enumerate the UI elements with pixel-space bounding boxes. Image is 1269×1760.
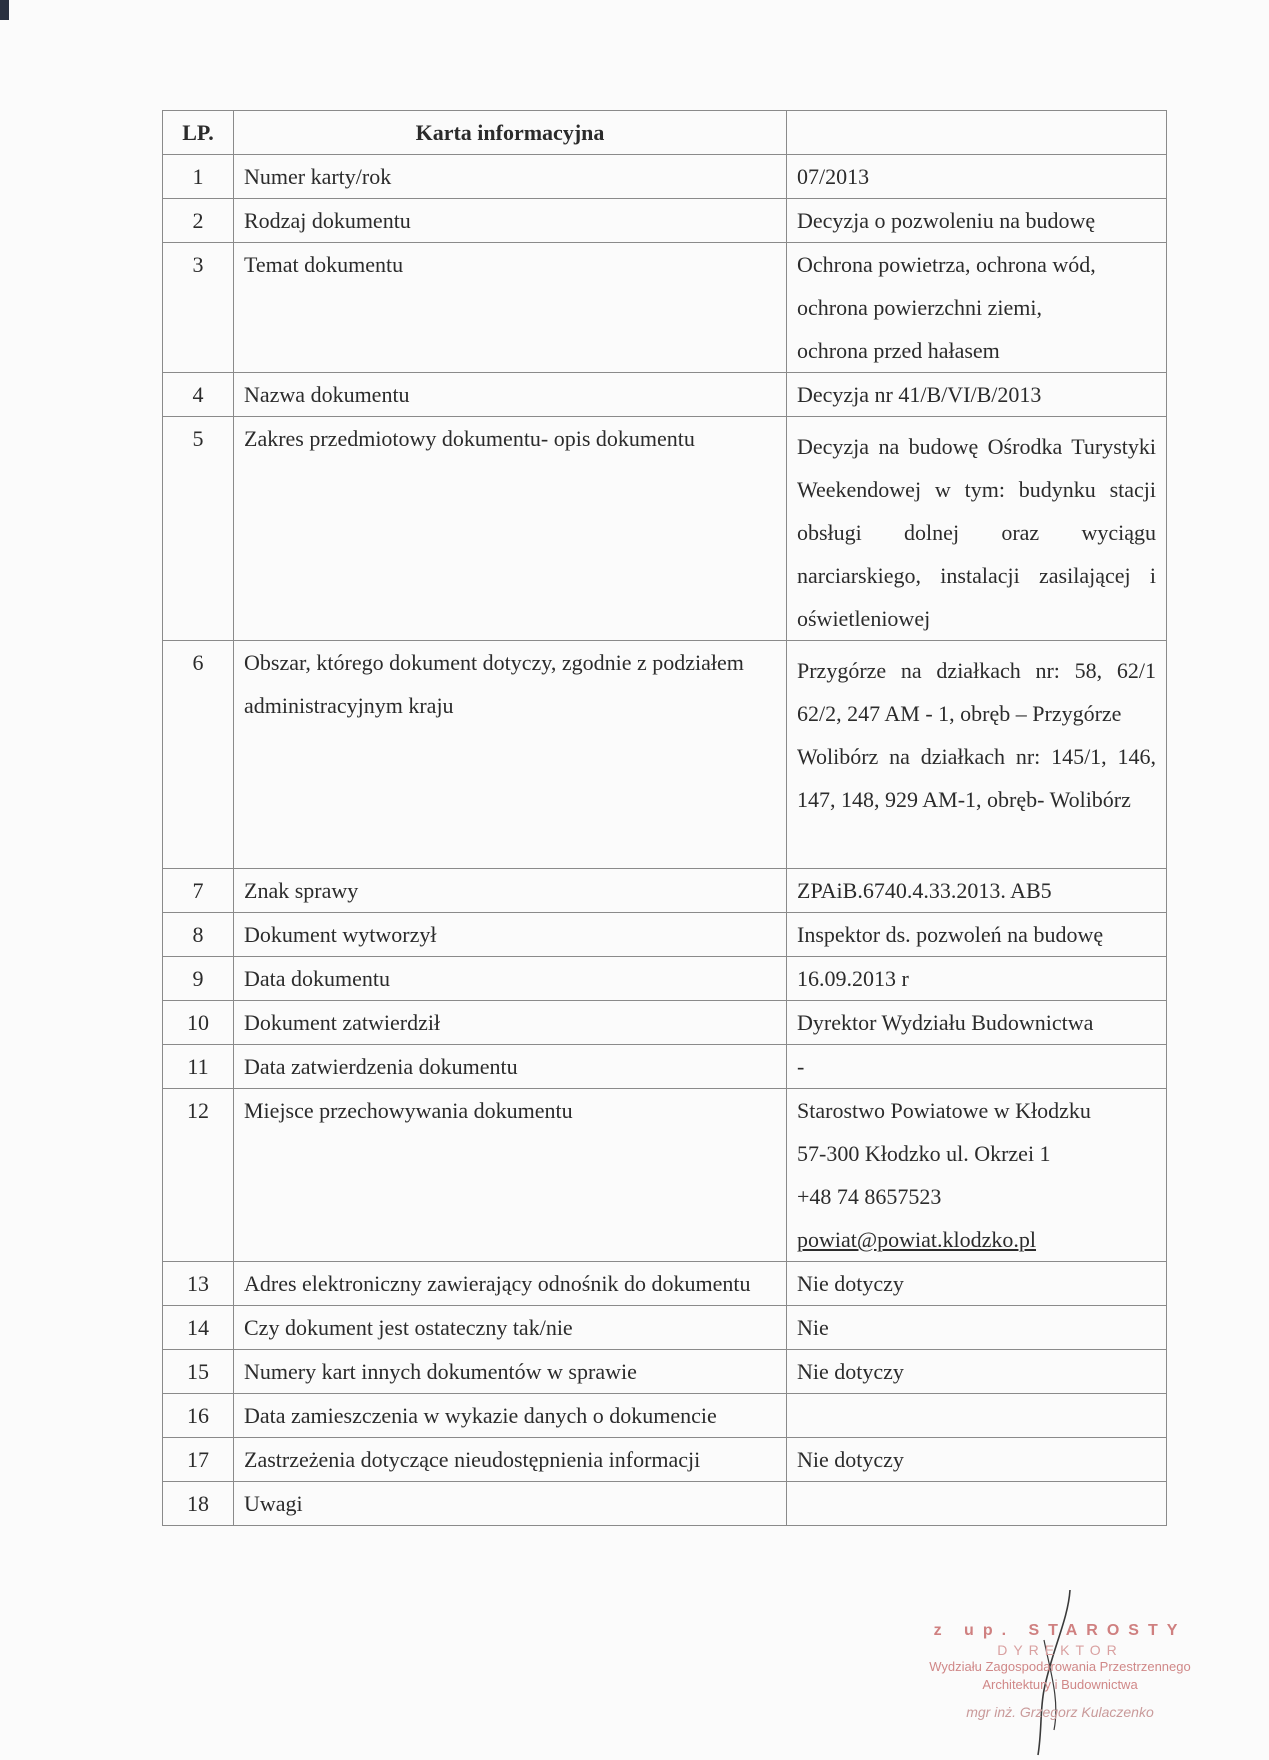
row-label: Nazwa dokumentu [234, 373, 787, 417]
row-number: 7 [163, 869, 234, 913]
stamp-role: DYREKTOR [997, 1642, 1123, 1658]
table-row [163, 243, 1167, 373]
table-row [163, 199, 1167, 243]
row-value [787, 1394, 1167, 1438]
row-value-line: - [797, 1054, 805, 1079]
information-card-table [162, 110, 1167, 1526]
row-value-line: 16.09.2013 r [797, 966, 909, 991]
table-header-row [163, 111, 1167, 155]
row-number: 2 [163, 199, 234, 243]
row-label: Czy dokument jest ostateczny tak/nie [234, 1306, 787, 1350]
stamp-department: Wydziału Zagospodarowania Przestrzennego [929, 1659, 1191, 1674]
row-number: 3 [163, 243, 234, 373]
row-label: Data dokumentu [234, 957, 787, 1001]
row-value-line: Nie dotyczy [797, 1271, 904, 1296]
row-value [787, 1350, 1167, 1394]
row-value-line: Przygórze na działkach nr: 58, 62/1 62/2, 247 AM - 1, obręb – Przygórze [797, 658, 1156, 726]
scan-edge [0, 0, 9, 20]
row-label: Obszar, którego dokument dotyczy, zgodnie z podziałem administracyjnym kraju [234, 641, 787, 869]
row-label: Numer karty/rok [234, 155, 787, 199]
row-number: 16 [163, 1394, 234, 1438]
row-label: Dokument wytworzył [234, 913, 787, 957]
table-row [163, 1045, 1167, 1089]
row-label: Temat dokumentu [234, 243, 787, 373]
row-label: Adres elektroniczny zawierający odnośnik do dokumentu [234, 1262, 787, 1306]
table-row [163, 957, 1167, 1001]
row-value [787, 155, 1167, 199]
row-value-line: ochrona przed hałasem [797, 338, 1000, 363]
stamp-signatory: mgr inż. Grzegorz Kulaczenko [966, 1704, 1154, 1720]
row-label: Znak sprawy [234, 869, 787, 913]
row-label: Data zamieszczenia w wykazie danych o dokumencie [234, 1394, 787, 1438]
email-link[interactable]: powiat@powiat.klodzko.pl [797, 1227, 1037, 1252]
row-value-line: Decyzja nr 41/B/VI/B/2013 [797, 382, 1042, 407]
row-value: Decyzja na budowę Ośrodka Turystyki Weekendowej w tym: budynku stacji obsługi dolnej oraz wyciągu narciarskiego, instalacji zasilającej i oświetleniowej [787, 417, 1167, 641]
row-value [787, 913, 1167, 957]
table-row [163, 155, 1167, 199]
table-row [163, 1001, 1167, 1045]
stamp-department-2: Architektury i Budownictwa [982, 1677, 1138, 1692]
table-row [163, 1438, 1167, 1482]
row-value-line: +48 74 8657523 [797, 1184, 942, 1209]
row-label: Zastrzeżenia dotyczące nieudostępnienia informacji [234, 1438, 787, 1482]
row-number: 17 [163, 1438, 234, 1482]
row-label: Rodzaj dokumentu [234, 199, 787, 243]
header-title: Karta informacyjna [234, 111, 787, 155]
row-value-line: ochrona powierzchni ziemi, [797, 295, 1042, 320]
row-value-line: Nie [797, 1315, 829, 1340]
row-value [787, 1438, 1167, 1482]
row-value [787, 373, 1167, 417]
row-value-line: Decyzja o pozwoleniu na budowę [797, 208, 1096, 233]
row-label: Dokument zatwierdził [234, 1001, 787, 1045]
table-row [163, 1350, 1167, 1394]
row-number: 13 [163, 1262, 234, 1306]
row-value [787, 1306, 1167, 1350]
row-number: 8 [163, 913, 234, 957]
row-value-line: 57-300 Kłodzko ul. Okrzei 1 [797, 1141, 1051, 1166]
row-number: 6 [163, 641, 234, 869]
row-value [787, 1001, 1167, 1045]
row-value [787, 957, 1167, 1001]
row-value [787, 1089, 1167, 1262]
row-value [787, 1262, 1167, 1306]
table-row [163, 373, 1167, 417]
row-label: Numery kart innych dokumentów w sprawie [234, 1350, 787, 1394]
row-value [787, 199, 1167, 243]
table-row [163, 1482, 1167, 1526]
row-number: 5 [163, 417, 234, 641]
row-value [787, 1045, 1167, 1089]
row-label: Miejsce przechowywania dokumentu [234, 1089, 787, 1262]
table-row [163, 1306, 1167, 1350]
row-label: Data zatwierdzenia dokumentu [234, 1045, 787, 1089]
table-row [163, 1394, 1167, 1438]
row-value-line: Nie dotyczy [797, 1447, 904, 1472]
row-number: 11 [163, 1045, 234, 1089]
row-value-line: ZPAiB.6740.4.33.2013. AB5 [797, 878, 1052, 903]
row-value [787, 1482, 1167, 1526]
row-value-line: Starostwo Powiatowe w Kłodzku [797, 1098, 1091, 1123]
row-value-line: Ochrona powietrza, ochrona wód, [797, 252, 1096, 277]
row-number: 14 [163, 1306, 234, 1350]
official-stamp [910, 1622, 1210, 1720]
table-row [163, 1262, 1167, 1306]
row-number: 18 [163, 1482, 234, 1526]
table-row [163, 1089, 1167, 1262]
row-label: Zakres przedmiotowy dokumentu- opis dokumentu [234, 417, 787, 641]
table-row [163, 417, 1167, 641]
row-value-line: 07/2013 [797, 164, 870, 189]
row-value-line: Nie dotyczy [797, 1359, 904, 1384]
table-row [163, 869, 1167, 913]
row-number: 9 [163, 957, 234, 1001]
row-number: 15 [163, 1350, 234, 1394]
table-row [163, 641, 1167, 869]
row-value-line: Inspektor ds. pozwoleń na budowę [797, 922, 1104, 947]
row-value [787, 243, 1167, 373]
row-number: 4 [163, 373, 234, 417]
header-lp: LP. [163, 111, 234, 155]
row-value-line: Dyrektor Wydziału Budownictwa [797, 1010, 1094, 1035]
row-value-line: Wolibórz na działkach nr: 145/1, 146, 147, 148, 929 AM-1, obręb- Wolibórz [797, 744, 1156, 812]
row-number: 10 [163, 1001, 234, 1045]
table-row [163, 913, 1167, 957]
header-value [787, 111, 1167, 155]
row-number: 1 [163, 155, 234, 199]
row-label: Uwagi [234, 1482, 787, 1526]
stamp-title: z up. STAROSTY [933, 1622, 1187, 1639]
row-number: 12 [163, 1089, 234, 1262]
row-value [787, 869, 1167, 913]
row-value [787, 641, 1167, 869]
